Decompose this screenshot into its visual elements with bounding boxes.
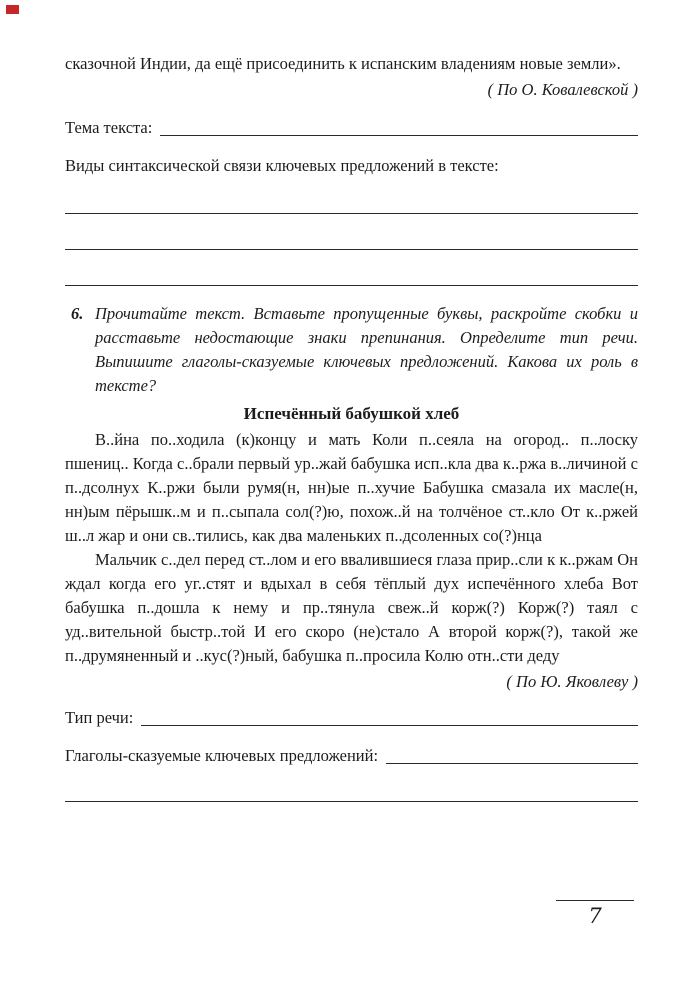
exercise-paragraph-2: Мальчик с..дел перед ст..лом и его ввалившиеся глаза прир..сли к к..ржам Он ждал когда его уг..стят и вдыхал в себя тёплый дух испечённого хлеба Вот бабушка п..дошла к нему и пр..тянула свеж..й корж(?) Корж(?) таял с уд..вительной быстр..той И его скоро (не)стало А второй корж(?), такой же п..друмяненный и ..кус(?)ный, бабушка п..просила Колю отн..сти деду [65,550,638,665]
exercise-6 [65,302,638,398]
answer-line-2 [65,214,638,250]
exercise-instruction: Прочитайте текст. Вставьте пропущенные буквы, раскройте скобки и расставьте недостающие знаки препинания. Определите тип речи. Выпишите глаголы-сказуемые ключевых предложений. Какова их роль в тексте? [95,304,638,395]
print-corner-mark [6,5,19,14]
exercise-number: 6. [71,304,84,323]
attribution-yakovlev: ( По Ю. Яковлеву ) [506,672,638,691]
theme-answer-line [160,120,638,137]
continuation-text: сказочной Индии, да ещё присоединить к испанским владениям новые земли». [65,54,621,73]
speech-type-field [65,706,638,730]
syntax-label: Виды синтаксической связи ключевых предложений в тексте: [65,156,499,175]
predicates-answer-line-2 [65,772,638,802]
theme-field [65,116,638,140]
speech-type-answer-line [141,710,638,727]
exercise-paragraph-1: В..йна по..ходила (к)концу и мать Коли п..сеяла на огород.. п..лоску пшениц.. Когда с..брали первый ур..жай бабушка исп..кла два к..ржа в..личиной с п..дсолнух К..ржи были румя(н, нн)ые п..хучие Бабушка смазала их масле(н, нн)ым пёрышк..м и п..сыпала сол(?)ю, похож..й на толчёное ст..кло От к..ржей ш..л жар и они св..тились, как два маленьких п..дсоленных со(?)нца [65,430,638,545]
predicates-answer-line [386,748,638,765]
attribution-kovalevskaya: ( По О. Ковалевской ) [487,80,638,99]
page-footer [556,900,634,928]
answer-line-3 [65,250,638,286]
predicates-label: Глаголы-сказуемые ключевых предложений: [65,746,379,765]
predicates-field [65,744,638,768]
theme-label: Тема текста: [65,118,153,137]
workbook-page [65,52,638,802]
page-number: 7 [588,904,602,928]
exercise-text-title: Испечённый бабушкой хлеб [243,404,460,423]
speech-type-label: Тип речи: [65,708,134,727]
syntax-answer-lines [65,178,638,286]
answer-line-1 [65,178,638,214]
